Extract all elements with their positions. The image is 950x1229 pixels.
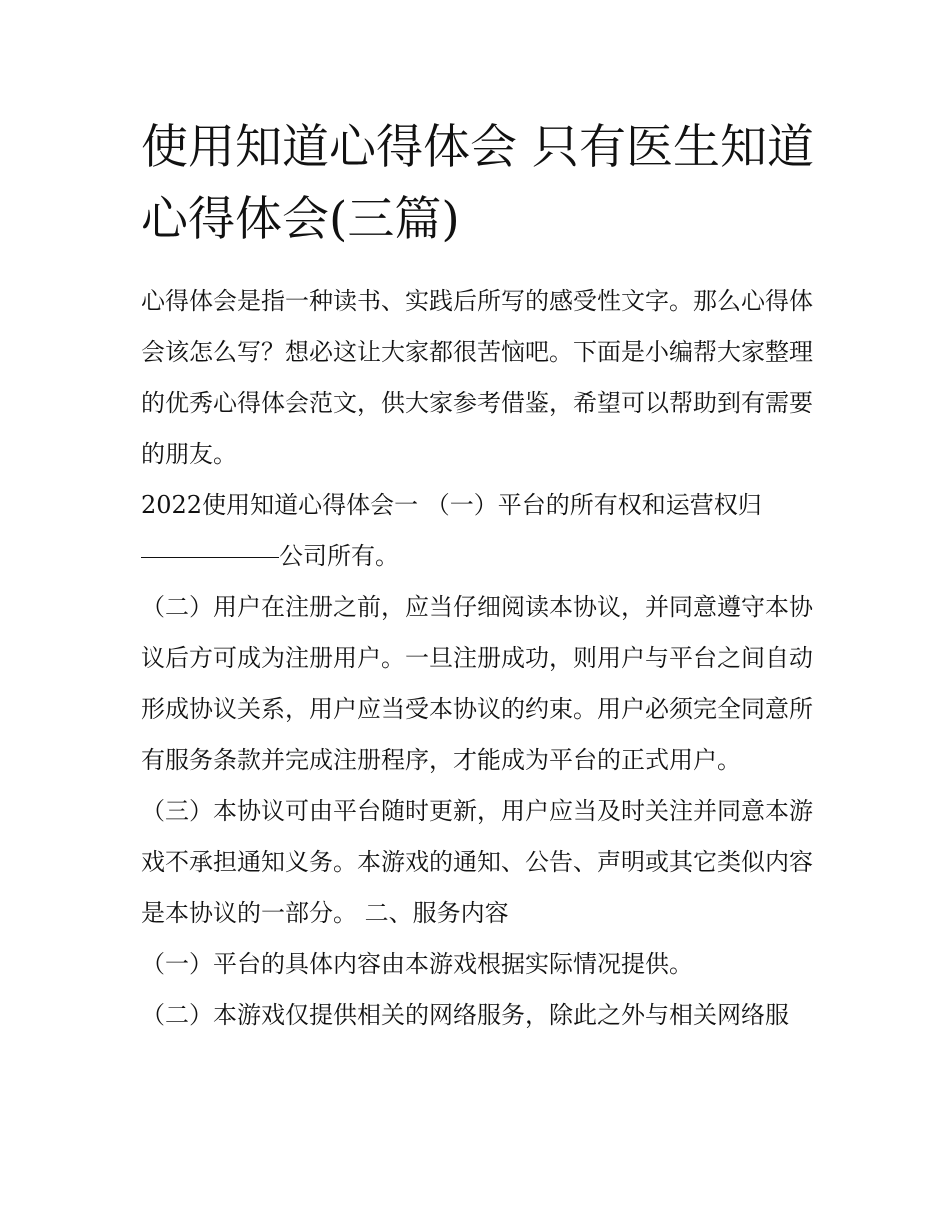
document-title: 使用知道心得体会 只有医生知道心得体会(三篇) [141,120,814,247]
fill-in-blank [141,556,279,558]
section-one-paragraph: 2022使用知道心得体会一 （一）平台的所有权和运营权归 [141,491,762,519]
intro-paragraph: 心得体会是指一种读书、实践后所写的感受性文字。那么心得体会该怎么写？想必这让大家都很苦恼吧。下面是小编帮大家整理的优秀心得体会范文，供大家参考借鉴，希望可以帮助到有需要的朋友。 [141,287,813,468]
service-clause-one: （一）平台的具体内容由本游戏根据实际情况提供。 [141,950,693,978]
service-clause-two: （二）本游戏仅提供相关的网络服务，除此之外与相关网络服 [141,1001,789,1029]
clause-three-paragraph: （三）本协议可由平台随时更新，用户应当及时关注并同意本游戏不承担通知义务。本游戏的通知、公告、声明或其它类似内容是本协议的一部分。 二、服务内容 [141,797,813,927]
clause-two-paragraph: （二）用户在注册之前，应当仔细阅读本协议，并同意遵守本协议后方可成为注册用户。一旦注册成功，则用户与平台之间自动形成协议关系，用户应当受本协议的约束。用户必须完全同意所有服务条款并完成注册程序，才能成为平台的正式用户。 [141,593,813,774]
document-body [141,276,816,1041]
ownership-line [141,531,816,582]
ownership-suffix: 公司所有。 [279,542,399,570]
document-content [141,112,816,1041]
